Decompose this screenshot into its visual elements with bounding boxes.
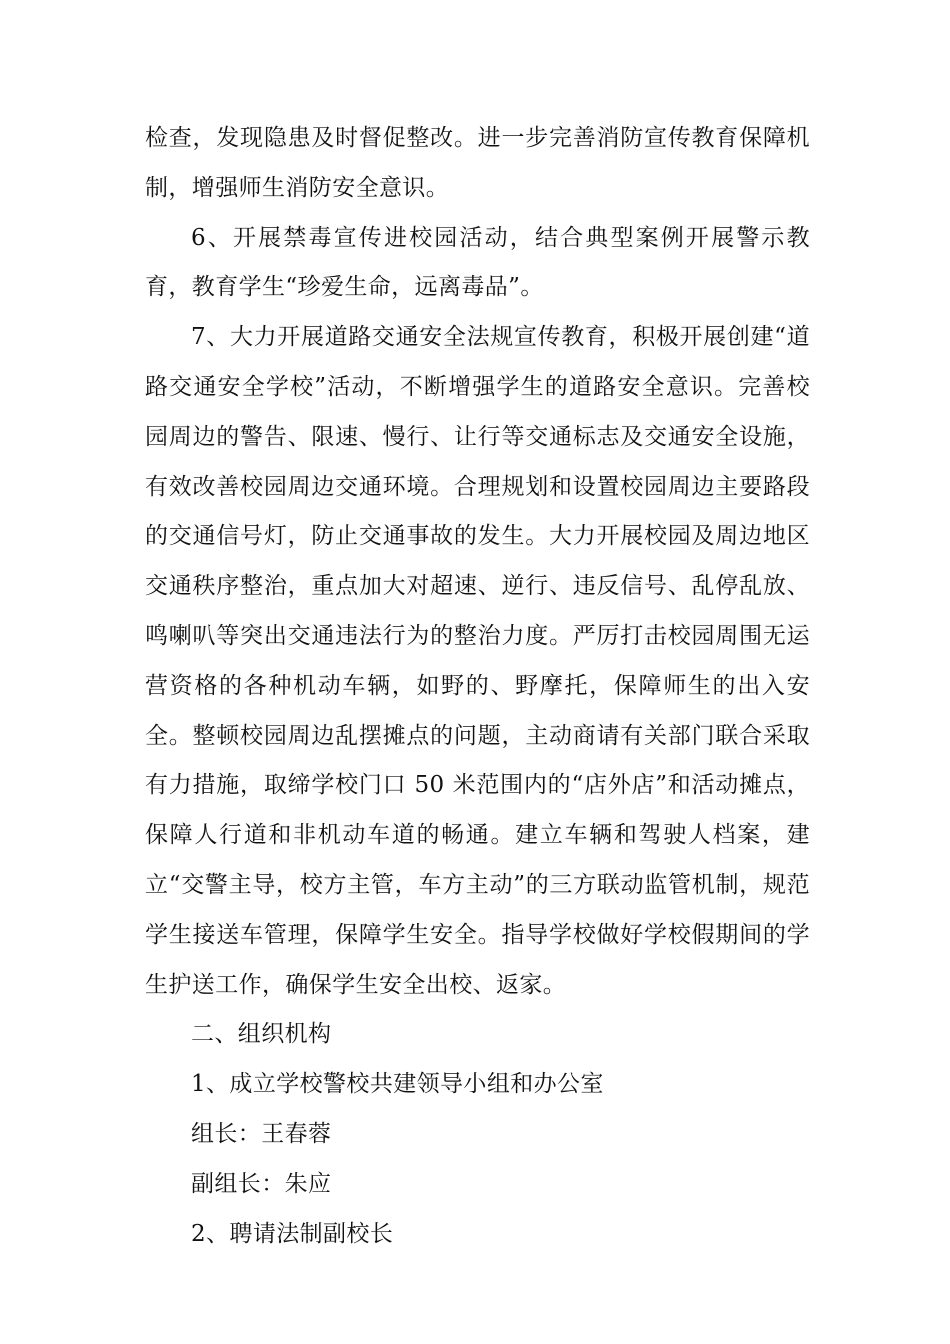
document-body — [145, 114, 810, 1259]
section-heading-organization: 二、组织机构 — [191, 1021, 332, 1048]
paragraph-deputy-leader: 副组长：朱应 — [191, 1170, 332, 1197]
paragraph-item-6-anti-drug: 6、开展禁毒宣传进校园活动，结合典型案例开展警示教育，教育学生“珍爱生命，远离毒品”。 — [145, 224, 810, 301]
paragraph-legal-vice-principal: 2、聘请法制副校长 — [191, 1220, 394, 1247]
paragraph-leadership-group: 1、成立学校警校共建领导小组和办公室 — [191, 1071, 604, 1098]
paragraph-group-leader: 组长：王春蓉 — [191, 1120, 332, 1147]
paragraph-fire-safety-continuation: 检查，发现隐患及时督促整改。进一步完善消防宣传教育保障机制，增强师生消防安全意识。 — [145, 125, 810, 201]
paragraph-item-7-traffic-safety: 7、大力开展道路交通安全法规宣传教育，积极开展创建“道路交通安全学校”活动，不断增强学生的道路安全意识。完善校园周边的警告、限速、慢行、让行等交通标志及交通安全设施，有效改善校园周边交通环境。合理规划和设置校园周边主要路段的交通信号灯，防止交通事故的发生。大力开展校园及周边地区交通秩序整治，重点加大对超速、逆行、违反信号、乱停乱放、鸣喇叭等突出交通违法行为的整治力度。严厉打击校园周围无运营资格的各种机动车辆，如野的、野摩托，保障师生的出入安全。整顿校园周边乱摆摊点的问题，主动商请有关部门联合采取有力措施，取缔学校门口 50 米范围内的“店外店”和活动摊点，保障人行道和非机动车道的畅通。建立车辆和驾驶人档案，建立“交警主导，校方主管，车方主动”的三方联动监管机制，规范学生接送车管理，保障学生安全。指导学校做好学校假期间的学生护送工作，确保学生安全出校、返家。 — [145, 324, 810, 998]
